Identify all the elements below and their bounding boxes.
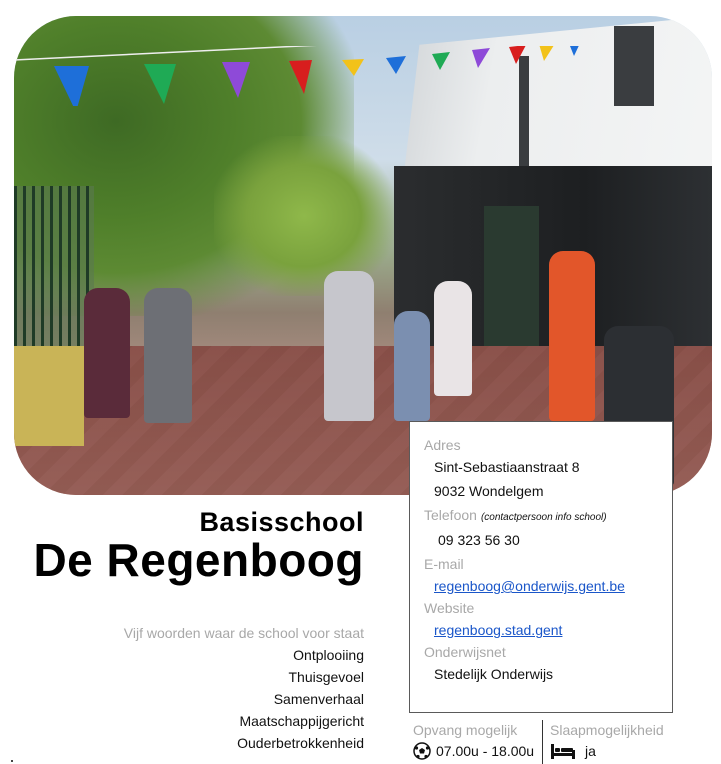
school-name-title: De Regenboog (33, 534, 364, 586)
network-value: Stedelijk Onderwijs (434, 666, 554, 682)
core-values-list (124, 622, 364, 754)
core-values-caption: Vijf woorden waar de school voor staat (123, 625, 364, 641)
core-value-item: Maatschappijgericht (239, 713, 364, 729)
photo-person (144, 288, 192, 423)
photo-person (324, 271, 374, 421)
address-label: Adres (424, 437, 461, 453)
contact-info-box (409, 421, 673, 713)
photo-person (434, 281, 472, 396)
opvang-hours: 07.00u - 18.00u (436, 743, 535, 759)
address-street: Sint-Sebastiaanstraat 8 (434, 459, 580, 475)
slaap-value: ja (585, 743, 596, 759)
bunting-flags-icon (14, 46, 712, 106)
opvang-label: Opvang mogelijk (413, 722, 518, 738)
website-link[interactable]: regenboog.stad.gent (434, 622, 563, 638)
phone-label-row (424, 504, 672, 529)
address-city: 9032 Wondelgem (434, 483, 544, 499)
core-value-item: Samenverhaal (273, 691, 364, 707)
email-link[interactable]: regenboog@onderwijs.gent.be (434, 578, 625, 594)
soccer-ball-icon (413, 742, 431, 760)
photo-door (484, 206, 539, 356)
email-label: E-mail (424, 556, 464, 572)
slaap-label: Slaapmogelijkheid (550, 722, 664, 738)
page-marker-dot (11, 760, 13, 762)
footer-divider (542, 720, 543, 764)
phone-number: 09 323 56 30 (438, 532, 520, 548)
core-value-item: Ontplooiing (293, 647, 364, 663)
opvang-section (413, 720, 541, 762)
core-value-item: Ouderbetrokkenheid (237, 735, 364, 751)
website-label: Website (424, 600, 475, 616)
photo-person (84, 288, 130, 418)
phone-label: Telefoon (424, 507, 477, 523)
slaap-value-row (550, 740, 690, 762)
phone-note: (contactpersoon info school) (480, 512, 607, 523)
core-value-item: Thuisgevoel (288, 669, 364, 685)
photo-person (549, 251, 595, 421)
bed-icon (550, 742, 576, 760)
photo-yellow-wall (14, 346, 84, 446)
photo-fence (14, 186, 94, 366)
opvang-value-row (413, 740, 541, 762)
photo-person (394, 311, 430, 421)
slaap-section (550, 720, 690, 762)
network-label: Onderwijsnet (424, 644, 506, 660)
school-type-title: Basisschool (199, 507, 364, 537)
